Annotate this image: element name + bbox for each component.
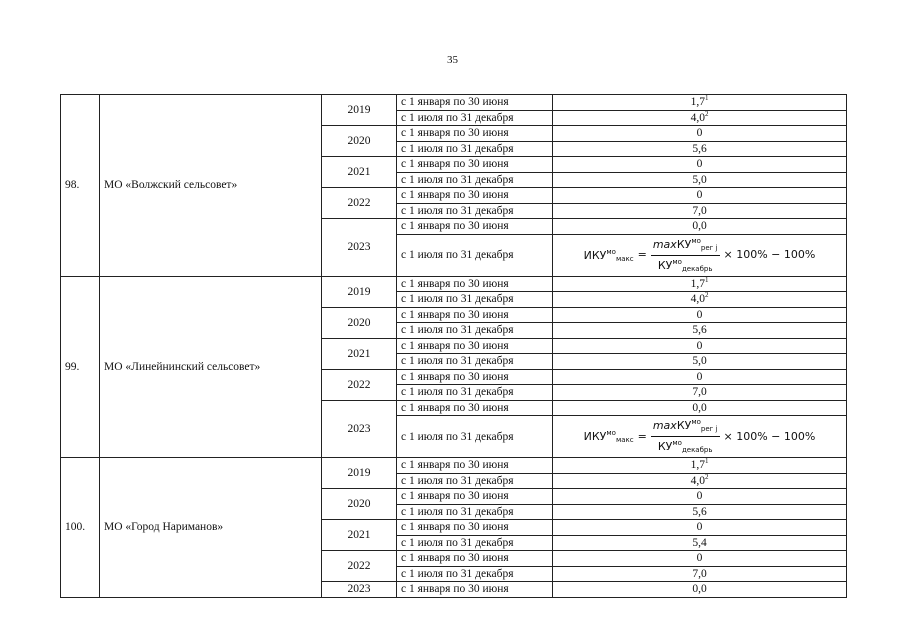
value-cell: $1,7^1$ [553,95,847,111]
period-cell: с 1 июля по 31 декабря [397,323,553,339]
period-cell: с 1 июля по 31 декабря [397,110,553,126]
year-cell: 2023 [322,400,397,458]
year-cell: 2022 [322,188,397,219]
value-cell: 0 [553,520,847,536]
formula-fraction [651,416,720,457]
formula [584,416,816,457]
footnote-mark: 1 [704,276,709,284]
value-cell: 0 [553,338,847,354]
value-cell: 0 [553,369,847,385]
value-cell: 7,0 [553,385,847,401]
value-cell: 0 [553,157,847,173]
year-cell: 2019 [322,276,397,307]
value-cell: 0 [553,188,847,204]
period-cell: с 1 января по 30 июня [397,276,553,292]
formula-numerator: maxКУ$^{мо}_{рег j}$ [651,416,720,437]
value-cell: 5,0 [553,354,847,370]
value-cell: 0,0 [553,400,847,416]
period-cell: с 1 января по 30 июня [397,551,553,567]
period-cell: с 1 января по 30 июня [397,458,553,474]
period-cell: с 1 июля по 31 декабря [397,504,553,520]
year-cell: 2020 [322,126,397,157]
formula-lhs-sub: макс [615,254,634,263]
value-cell: 0,0 [553,582,847,598]
formula-lhs-sub: макс [615,436,634,444]
period-cell: с 1 января по 30 июня [397,489,553,505]
period-cell: с 1 января по 30 июня [397,157,553,173]
value-cell: 7,0 [553,203,847,219]
value-cell: 0 [553,489,847,505]
table-row [61,276,847,292]
period-cell: с 1 января по 30 июня [397,95,553,111]
footnote-mark: 1 [704,94,709,103]
year-cell: 2019 [322,458,397,489]
year-cell: 2021 [322,157,397,188]
formula-tail: × 100% − 100% [723,248,816,261]
period-cell: с 1 января по 30 июня [397,400,553,416]
entry-name: МО «Волжский сельсовет» [100,95,322,277]
value-cell: 7,0 [553,566,847,582]
value-cell: $4,0^2$ [553,292,847,308]
period-cell: с 1 июля по 31 декабря [397,172,553,188]
value-cell: 0,0 [553,219,847,235]
formula-denominator: $КУ^{мо}_{декабрь}$ [657,257,713,273]
value-cell: $4,0^2$ [553,110,847,126]
period-cell: с 1 июля по 31 декабря [397,141,553,157]
year-cell: 2022 [322,551,397,582]
value-cell: 5,6 [553,323,847,339]
period-cell: с 1 июля по 31 декабря [397,354,553,370]
formula-num-sup: мо [691,236,701,245]
period-cell: с 1 января по 30 июня [397,338,553,354]
value-cell: 5,4 [553,535,847,551]
value-cell: 0 [553,551,847,567]
table-row [61,458,847,474]
year-cell: 2020 [322,307,397,338]
formula-den-sup: мо [672,257,682,266]
formula-max: max [652,237,677,251]
year-cell: 2022 [322,369,397,400]
period-cell: с 1 января по 30 июня [397,126,553,142]
value-cell: 5,6 [553,504,847,520]
period-cell: с 1 июля по 31 декабря [397,473,553,489]
year-cell: 2021 [322,338,397,369]
period-cell: с 1 июля по 31 декабря [397,385,553,401]
value-cell: 5,0 [553,172,847,188]
formula-cell [553,234,847,276]
formula-lhs-sup: мо [606,429,616,437]
period-cell: с 1 января по 30 июня [397,188,553,204]
tariff-table [60,94,847,598]
period-cell: с 1 июля по 31 декабря [397,292,553,308]
value-cell: 5,6 [553,141,847,157]
year-cell: 2019 [322,95,397,126]
formula-lhs: $ИКУ^{мо}_{макс}$ [583,429,634,444]
year-cell: 2023 [322,219,397,277]
period-cell: с 1 июля по 31 декабря [397,566,553,582]
formula-tail: × 100% − 100% [723,429,816,443]
formula-max: max [652,419,677,432]
formula-numerator: maxКУ$^{мо}_{рег j}$ [651,235,720,256]
period-cell: с 1 января по 30 июня [397,307,553,323]
formula-num-sub: рег j [700,243,718,252]
period-cell: с 1 января по 30 июня [397,369,553,385]
formula-equals: = [637,429,647,443]
entry-name: МО «Линейнинский сельсовет» [100,276,322,458]
formula-equals: = [637,248,647,261]
formula-lhs-sup: мо [606,247,616,256]
formula-den-sub: декабрь [681,446,713,454]
formula [584,235,816,276]
page-number: 35 [447,54,458,66]
footnote-mark: 2 [704,473,709,481]
formula-denominator: $КУ^{мо}_{декабрь}$ [657,439,713,454]
value-cell: 0 [553,307,847,323]
footnote-mark: 2 [704,110,709,118]
period-cell: с 1 января по 30 июня [397,219,553,235]
formula-num-sub: рег j [700,425,718,433]
formula-num-sup: мо [691,418,701,426]
period-cell: с 1 января по 30 июня [397,582,553,598]
period-cell: с 1 июля по 31 декабря [397,203,553,219]
footnote-mark: 1 [704,457,709,466]
year-cell: 2020 [322,489,397,520]
year-cell: 2021 [322,520,397,551]
period-cell: с 1 июля по 31 декабря [397,416,553,458]
value-cell: $1,7^1$ [553,276,847,292]
period-cell: с 1 июля по 31 декабря [397,535,553,551]
entry-number: 98. [61,95,100,277]
entry-name: МО «Город Нариманов» [100,458,322,598]
period-cell: с 1 июля по 31 декабря [397,234,553,276]
entry-number: 99. [61,276,100,458]
formula-den-sub: декабрь [681,264,713,273]
year-cell: 2023 [322,582,397,598]
value-cell: $1,7^1$ [553,458,847,474]
formula-cell [553,416,847,458]
value-cell: $4,0^2$ [553,473,847,489]
period-cell: с 1 января по 30 июня [397,520,553,536]
table-row [61,95,847,111]
entry-number: 100. [61,458,100,598]
footnote-mark: 2 [704,291,709,300]
formula-den-sup: мо [672,439,682,447]
formula-fraction [651,235,720,276]
formula-lhs: $ИКУ^{мо}_{макс}$ [583,247,634,263]
value-cell: 0 [553,126,847,142]
